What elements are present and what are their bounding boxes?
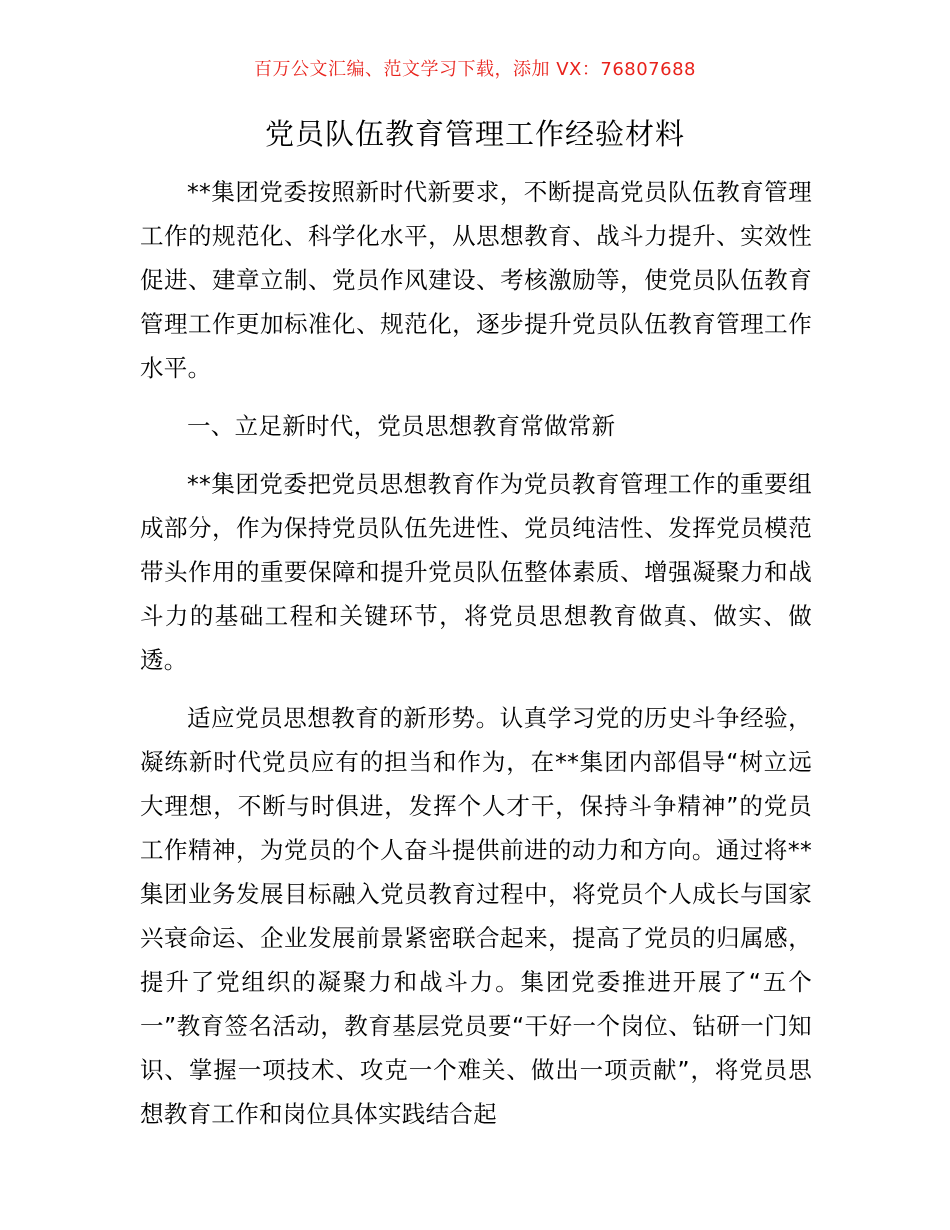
document-body xyxy=(140,170,812,1150)
document-title: 党员队伍教育管理工作经验材料 xyxy=(264,117,685,151)
header-banner: 百万公文汇编、范文学习下载，添加 VX：76807688 xyxy=(254,59,696,80)
intro-paragraph: **集团党委按照新时代新要求，不断提高党员队伍教育管理工作的规范化、科学化水平，从思想教育、战斗力提升、实效性促进、建章立制、党员作风建设、考核激励等，使党员队伍教育管理工作更加标准化、规范化，逐步提升党员队伍教育管理工作水平。 xyxy=(140,178,812,382)
body-paragraph: 适应党员思想教育的新形势。认真学习党的历史斗争经验，凝练新时代党员应有的担当和作为，在**集团内部倡导“树立远大理想，不断与时俱进，发挥个人才干，保持斗争精神”的党员工作精神，为党员的个人奋斗提供前进的动力和方向。通过将**集团业务发展目标融入党员教育过程中，将党员个人成长与国家兴衰命运、企业发展前景紧密联合起来，提高了党员的归属感，提升了党组织的凝聚力和战斗力。集团党委推进开展了“五个一”教育签名活动，教育基层党员要“干好一个岗位、钻研一门知识、掌握一项技术、攻克一个难关、做出一项贡献”，将党员思想教育工作和岗位具体实践结合起 xyxy=(140,704,812,1128)
section-heading-1: 一、立足新时代，党员思想教育常做常新 xyxy=(187,412,616,440)
body-paragraph: **集团党委把党员思想教育作为党员教育管理工作的重要组成部分，作为保持党员队伍先进性、党员纯洁性、发挥党员模范带头作用的重要保障和提升党员队伍整体素质、增强凝聚力和战斗力的基础工程和关键环节，将党员思想教育做真、做实、做透。 xyxy=(140,470,812,674)
